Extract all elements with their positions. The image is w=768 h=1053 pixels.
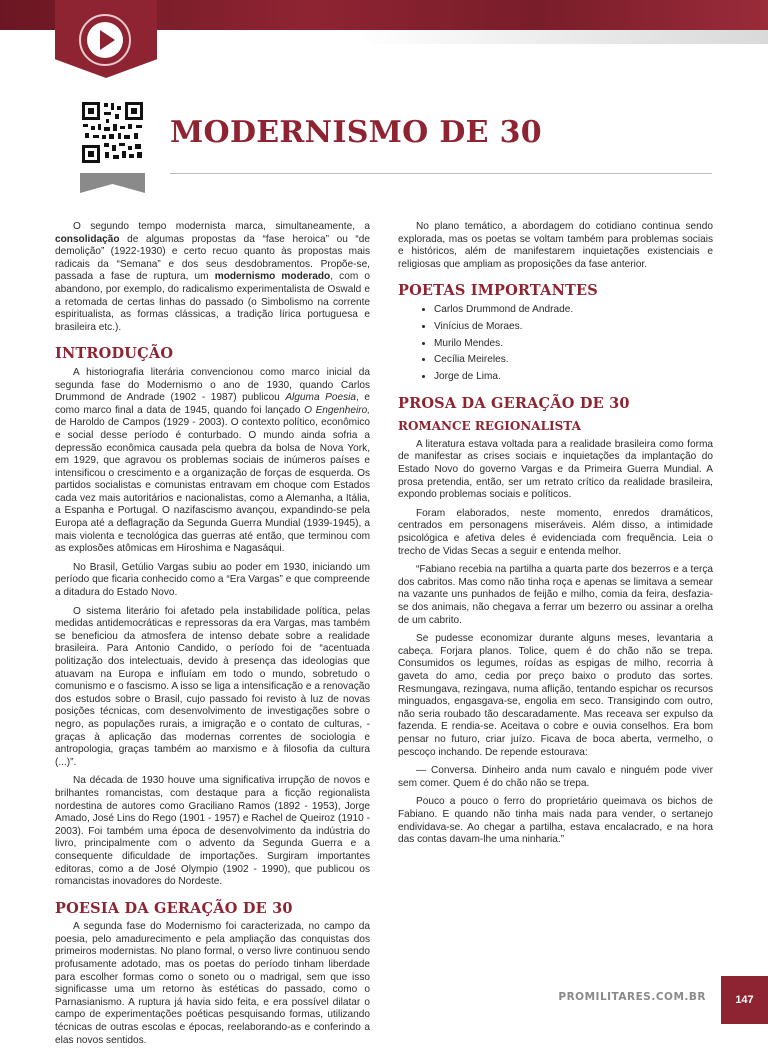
qr-code-icon — [80, 100, 145, 165]
left-column — [55, 221, 370, 1053]
introducao-paragraph-3: O sistema literário foi afetado pela instabilidade política, pelas medidas antidemocráticas e repressoras da era Vargas, mas também se beneficiou da atmosfera de intenso debate sobre a realidade brasileira. Para Antonio Candido, o período foi de “acentuada politização dos intelectuais, devido à presença das ideologias que atuavam na Europa e influíam em todo o mundo, sobretudo o comunismo e o fascismo. A isso se liga a intensificação e a renovação dos estudos sobre o Brasil, cujo passado foi revisto à luz de novas posições técnicas, com desenvolvimento de investigações sobre o negro, as populações rurais, a imigração e o contato de culturas, - graças à aplicação das modernas correntes de sociologia e antropologia, graças também ao marxismo e à filosofia da cultura (...)”. — [55, 605, 370, 768]
prosa-paragraph-1: A literatura estava voltada para a realidade brasileira como forma de manifestar as crises sociais e inquietações da implantação do Estado Novo do governo Vargas e da Primeira Guerra Mundial. A prosa pretendia, então, ser um retrato crítico da realidade brasileira, expondo problemas sociais e políticos. — [398, 438, 713, 501]
list-item: • Vinícius de Moraes. — [434, 321, 713, 334]
right-column — [398, 221, 713, 853]
quote-paragraph-3: — Conversa. Dinheiro anda num cavalo e ninguém pode viver sem comer. Quem é do chão não se trepa. — [398, 765, 713, 789]
list-item: • Carlos Drummond de Andrade. — [434, 304, 713, 317]
list-item: • Cecília Meireles. — [434, 354, 713, 367]
section-heading-poetas: POETAS IMPORTANTES — [398, 282, 598, 300]
page-number: 147 — [721, 976, 768, 1024]
footer-site: PROMILITARES.COM.BR — [558, 991, 706, 1003]
section-heading-introducao: INTRODUÇÃO — [55, 345, 174, 363]
introducao-paragraph-4: Na década de 1930 houve uma significativa irrupção de novos e brilhantes romancistas, com destaque para a ficção regionalista nordestina de autores como Graciliano Ramos (1892 - 1953), Jorge Amado, José Lins do Rego (1901 - 1957) e Rachel de Queiroz (1910 - 2003). Foi também uma época de desenvolvimento da indústria do livro, principalmente com o advento da Segunda Guerra e a consequente dificuldade de importações. Surgiram importantes editoras, como a de José Olympio (1902 - 1990), que publicou os romancistas inovadores do Nordeste. — [55, 775, 370, 888]
page-title: MODERNISMO DE 30 — [170, 115, 542, 150]
quote-paragraph-4: Pouco a pouco o ferro do proprietário queimava os bichos de Fabiano. E quando não tinha mais nada para vender, o sertanejo endividava-se. Ao chegar a partilha, estava encalacrado, e na hora das contas davam-lhe uma ninharia.” — [398, 796, 713, 846]
section-heading-prosa: PROSA DA GERAÇÃO DE 30 — [398, 394, 630, 412]
poesia-paragraph-2: No plano temático, a abordagem do cotidiano continua sendo explorada, mas os poetas se voltam também para problemas sociais e históricos, além de manifestarem inquietações existenciais e religiosas que ampliam as proposições da fase anterior. — [398, 221, 713, 270]
poets-list — [398, 304, 713, 384]
qr-ribbon — [80, 173, 145, 193]
poesia-paragraph-1: A segunda fase do Modernismo foi caracterizada, no campo da poesia, pelo amadurecimento e pela ampliação das conquistas dos primeiros modernistas. No plano formal, o verso livre continuou sendo profusamente adotado, mas os poetas do período tinham liberdade para escolher formas como o soneto ou o madrigal, sem que isso significasse uma um retorno às estéticas do passado, como o Parnasianismo. A ruptura já havia sido feita, e era possível dilatar o campo de experimentações poéticas pesquisando formas, utilizando técnicas de outras escolas e épocas, reelaborando-as e conferindo a elas novos sentidos. — [55, 921, 370, 1046]
subsection-heading-romance: ROMANCE REGIONALISTA — [398, 419, 581, 434]
play-icon — [77, 12, 133, 68]
quote-paragraph-2: Se pudesse economizar durante alguns meses, levantaria a cabeça. Forjara planos. Tolice, quem é do chão não se trepa. Consumidos os legumes, roídas as espigas de milho, recorria à gaveta do amo, cedia por preço baixo o produto das sortes. Resmungava, rezingava, numa aflição, tentando espichar os recursos minguados, engasgava-se, engolia em seco. Transigindo com outro, não seria roubado tão descaradamente. Mas receava ser expulso da fazenda. E rendia-se. Aceitava o cobre e ouvia conselhos. Era bom pensar no futuro, criar juízo. Ficava de boca aberta, vermelho, o pescoço inchando. De repende estourava: — [398, 633, 713, 758]
introducao-paragraph-1: A historiografia literária convencionou como marco inicial da segunda fase do Modernismo o ano de 1930, quando Carlos Drummond de Andrade (1902 - 1987) publicou Alguma Poesia, e como marco final a data de 1945, quando foi lançado O Engenheiro, de Haroldo de Campos (1929 - 2003). O contexto político, econômico e social desse período é conturbado. O mundo ainda sofria a depressão econômica causada pela quebra da bolsa de Nova York, em 1929, que agravou os problemas sociais de inúmeros países e intensificou o crescimento e a organização de forças de esquerda. Os partidos socialistas e comunistas entravam em choque com Estados cada vez mais autoritários e nacionalistas, como a Alemanha, a Itália, a Espanha e Portugal. O nazifascismo avançou, expandindo-se pela Europa até a deflagração da Segunda Guerra Mundial (1939-1945), a mais violenta e tecnológica das guerras até então, que terminou com as explosões atômicas em Hiroshima e Nagasáqui. — [55, 366, 371, 555]
intro-paragraph: O segundo tempo modernista marca, simultaneamente, a consolidação de algumas propostas da “fase heroica” ou “de demolição” (1922-1930) e certo recuo quanto às propostas mais radicais da “Semana” e dos seus desdobramentos. Propõe-se, passada a fase de ruptura, um modernismo moderado, com o abandono, por exemplo, do radicalismo experimentalista de Oswald e a retomada de certas linhas do passado (o Simbolismo na corrente espiritualista, as formas clássicas, a tradição lírica portuguesa e brasileira etc.). — [55, 221, 370, 333]
introducao-paragraph-2: No Brasil, Getúlio Vargas subiu ao poder em 1930, iniciando um período que ficaria conhecido como a “Era Vargas” e que compreende a ditadura do Estado Novo. — [55, 561, 370, 599]
list-item: • Murilo Mendes. — [434, 338, 713, 351]
title-divider — [170, 173, 712, 174]
quote-paragraph-1: “Fabiano recebia na partilha a quarta parte dos bezerros e a terça dos cabritos. Mas como não tinha roça e apenas se limitava a semear na vazante uns punhados de feijão e milho, comia da feira, desfazia-se dos animais, não chegava a ferrar um bezerro ou assinar a orelha de um cabrito. — [398, 564, 713, 626]
list-item: • Jorge de Lima. — [434, 371, 713, 384]
prosa-paragraph-2: Foram elaborados, neste momento, enredos dramáticos, centrados em personagens miseráveis. Além disso, a intimidade psicológica e afetiva deles é evidenciada com frequência. Leia o trecho de Vidas Secas a seguir e entenda melhor. — [398, 507, 713, 557]
section-heading-poesia: POESIA DA GERAÇÃO DE 30 — [55, 899, 293, 917]
